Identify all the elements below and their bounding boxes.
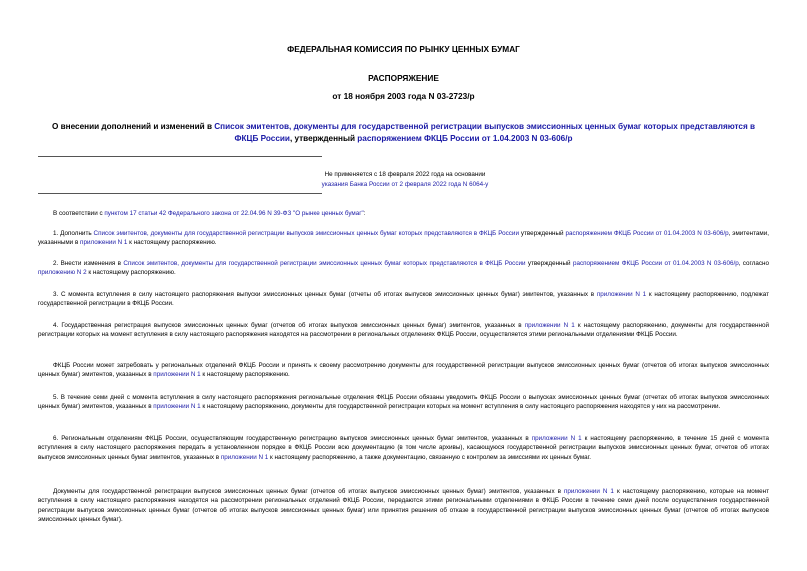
link-appendix-1[interactable]: приложении N 1 (153, 403, 201, 411)
link-appendix-1[interactable]: приложении N 1 (80, 239, 128, 247)
text: В соответствии с (53, 210, 105, 217)
document-type-heading: РАСПОРЯЖЕНИЕ (368, 73, 439, 83)
link-appendix-1[interactable]: приложении N 1 (531, 435, 582, 442)
text: к настоящему распоряжению. (200, 371, 290, 379)
text: , согласно (738, 260, 769, 267)
status-note-link[interactable]: указания Банка России от 2 февраля 2022 года N 6064-у (321, 181, 489, 188)
link-issuer-list[interactable]: Список эмитентов, документы для государственной регистрации эмиссионных ценных бумаг которых представляются в ФКЦБ России (123, 260, 526, 267)
link-order-606[interactable]: распоряжением ФКЦБ России от 01.04.2003 N 03-606/р (572, 260, 739, 267)
text: к настоящему распоряжению, документы для государственной регистрации которых на момент вступления в силу настоящего распоряжения находятся у них на рассмотрении. (200, 403, 721, 411)
divider (38, 156, 322, 157)
link-appendix-2[interactable]: приложению N 2 (38, 269, 87, 277)
title-text: , утвержденный (289, 134, 358, 143)
text: 1. Дополнить (53, 230, 94, 237)
link-federal-law[interactable]: пунктом 17 статьи 42 Федерального закона от 22.04.96 N 39-ФЗ "О рынке ценных бумаг" (104, 210, 364, 217)
paragraph-4 (38, 321, 769, 340)
paragraph-6-continued (38, 487, 769, 524)
text: , эмитентами, указанными в (38, 230, 770, 247)
text: к настоящему распоряжению, подлежат государственной регистрации в ФКЦБ России. (38, 291, 769, 308)
link-appendix-1[interactable]: приложении N 1 (564, 488, 614, 495)
text: 2. Внести изменения в (53, 260, 124, 267)
text: 5. В течение семи дней с момента вступления в силу настоящего распоряжения региональные отделения ФКЦБ России обязаны уведомить ФКЦБ России о выпусках эмиссионных ценных бумаг (отчетах об итогах выпусков эмиссионных ценных бумаг) эмитентов, указанных в (38, 394, 769, 411)
agency-heading: ФЕДЕРАЛЬНАЯ КОМИССИЯ ПО РЫНКУ ЦЕННЫХ БУМАГ (287, 44, 520, 54)
text: 6. Региональным отделениям ФКЦБ России, осуществляющим государственную регистрацию выпусков эмиссионных ценных бумаг эмитентов, указанных в (53, 435, 532, 442)
status-note-text: Не применяется с 18 февраля 2022 года на основании (324, 171, 486, 178)
text: к настоящему распоряжению, а также документацию, связанную с контролем за эмиссиями их ценных бумаг. (268, 453, 591, 461)
text: к настоящему распоряжению. (127, 239, 217, 247)
text: ФКЦБ России может затребовать у региональных отделений ФКЦБ России и принять к своему рассмотрению документы для государственной регистрации выпусков эмиссионных ценных бумаг (отчетов об итогах выпусков эмиссионных ценных бумаг) эмитентов, указанных в (38, 362, 769, 379)
link-appendix-1[interactable]: приложении N 1 (596, 291, 647, 298)
text: к настоящему распоряжению, которые на момент вступления в силу настоящего распоряжения находятся на рассмотрении региональных отделений ФКЦБ России, передаются этими региональными отделениями в ФКЦБ России в течение семи дней после осуществления государственной регистрации выпусков эмиссионных ценных бумаг (отчетов об итогах выпусков эмиссионных ценных бумаг) или принятия решения об отказе в государственной регистрации выпусков эмиссионных ценных бумаг (отчетов об итогах выпусков эмиссионных ценных бумаг). (38, 488, 769, 523)
link-issuer-list[interactable]: Список эмитентов, документы для государственной регистрации выпусков эмиссионных ценных бумаг которых представляются в ФКЦБ России (93, 230, 519, 237)
document-date-number: от 18 ноября 2003 года N 03-2723/р (332, 91, 475, 101)
text: 3. С момента вступления в силу настоящего распоряжения выпуски эмиссионных ценных бумаг (отчеты об итогах выпусков эмиссионных ценных бумаг) эмитентов, указанных в (53, 291, 597, 298)
text: утвержденный (525, 260, 573, 267)
title-text: О внесении дополнений и изменений в (51, 122, 215, 131)
text: к настоящему распоряжению, документы для государственной регистрации которых на момент вступления в силу настоящего распоряжения находятся на рассмотрении в региональных отделениях ФКЦБ России, осуществляется этими региональными отделениями ФКЦБ России. (38, 322, 769, 339)
title-link-issuer-list[interactable]: Список эмитентов, документы для государственной регистрации выпусков эмиссионных ценных бумаг которых представляются в ФКЦБ России (214, 122, 756, 143)
paragraph-5 (38, 393, 769, 412)
text: к настоящему распоряжению, в течение 15 дней с момента вступления в силу настоящего распоряжения передать в установленном порядке в ФКЦБ России всю документацию (в том числе архивы), касающуюся государственной регистрации выпусков эмиссионных ценных бумаг, отчетов об итогах выпусков эмиссионных ценных бумаг эмитентов, указанных в (38, 435, 769, 461)
status-note (300, 170, 510, 190)
text: : (363, 210, 366, 217)
text: 4. Государственная регистрация выпусков эмиссионных ценных бумаг (отчетов об итогах выпусков эмиссионных ценных бумаг) эмитентов, указанных в (53, 322, 525, 329)
link-appendix-1[interactable]: приложении N 1 (220, 453, 269, 461)
paragraph-6 (38, 434, 769, 462)
link-appendix-1[interactable]: приложении N 1 (524, 322, 575, 329)
title-link-order-606[interactable]: распоряжением ФКЦБ России от 1.04.2003 N 03-606/р (357, 134, 573, 143)
paragraph-2 (38, 259, 769, 278)
divider (38, 193, 322, 194)
text: к настоящему распоряжению. (86, 269, 176, 277)
link-order-606[interactable]: распоряжением ФКЦБ России от 01.04.2003 N 03-606/р (565, 230, 729, 237)
link-appendix-1[interactable]: приложении N 1 (153, 371, 201, 379)
paragraph-preamble (38, 209, 769, 218)
document-title (40, 121, 767, 145)
text: Документы для государственной регистрации выпусков эмиссионных ценных бумаг (отчетов об итогах выпусков эмиссионных ценных бумаг) эмитентов, указанных в (53, 488, 564, 495)
text: утвержденный (518, 230, 566, 237)
paragraph-4-continued (38, 361, 769, 380)
paragraph-1 (38, 229, 769, 248)
paragraph-3 (38, 290, 769, 309)
